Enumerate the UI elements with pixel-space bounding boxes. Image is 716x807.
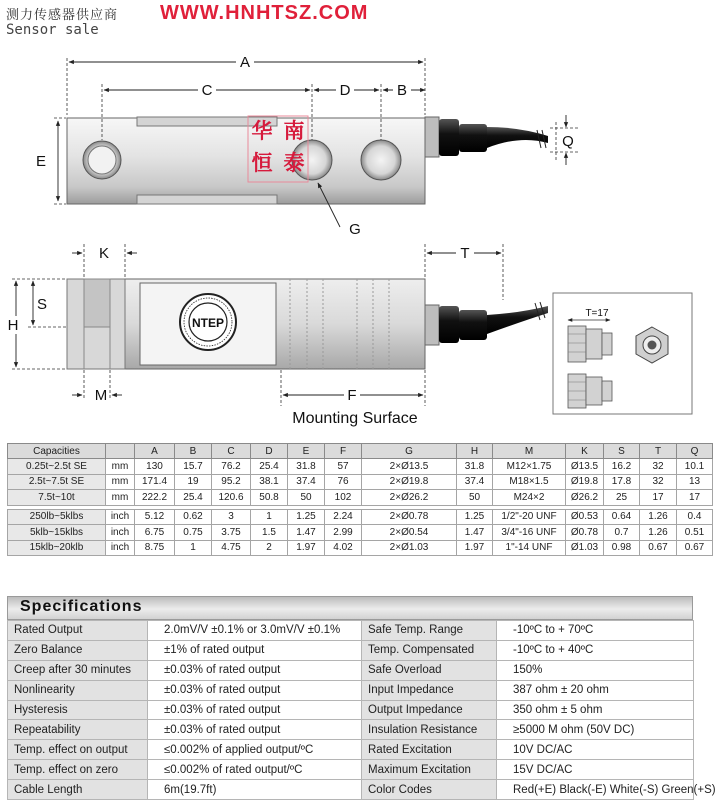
spec-row <box>8 740 694 760</box>
capacity-row <box>8 509 713 525</box>
website-url[interactable]: WWW.HNHTSZ.COM <box>160 2 369 24</box>
spec-label: Temp. Compensated <box>362 640 497 660</box>
dim-label-c: C <box>201 82 213 99</box>
capacity-value-cell: 0.62 <box>175 509 212 525</box>
capacity-value-cell: Ø26.2 <box>566 490 604 506</box>
capacity-value-cell: inch <box>106 540 135 556</box>
capacity-value-cell: 17.8 <box>604 474 640 490</box>
spec-row <box>8 621 694 641</box>
spec-label: Cable Length <box>8 780 148 800</box>
capacity-value-cell: 31.8 <box>288 459 325 475</box>
specifications-title: Specifications <box>20 598 143 615</box>
capacity-range-cell: 15klb~20klb <box>8 540 106 556</box>
capacity-value-cell: 76 <box>325 474 362 490</box>
spec-label: Zero Balance <box>8 640 148 660</box>
subtitle: Sensor sale <box>6 22 99 38</box>
capacity-range-cell: 7.5t~10t <box>8 490 106 506</box>
capacity-value-cell: 1/2"-20 UNF <box>493 509 566 525</box>
capacity-value-cell: 0.67 <box>640 540 677 556</box>
specifications-header <box>7 596 693 620</box>
capacity-value-cell: 31.8 <box>457 459 493 475</box>
capacity-value-cell: inch <box>106 509 135 525</box>
spec-row <box>8 780 694 800</box>
capacity-value-cell: 10.1 <box>677 459 713 475</box>
spec-label: Safe Overload <box>362 660 497 680</box>
dim-label-t: T <box>460 245 470 262</box>
spec-label: Input Impedance <box>362 680 497 700</box>
capacity-value-cell: 1.25 <box>457 509 493 525</box>
spec-label: Insulation Resistance <box>362 720 497 740</box>
capacity-value-cell: 1 <box>251 509 288 525</box>
capacity-value-cell: M12×1.75 <box>493 459 566 475</box>
capacity-range-cell: 0.25t~2.5t SE <box>8 459 106 475</box>
dim-label-g: G <box>349 221 361 238</box>
capacity-value-cell: 19 <box>175 474 212 490</box>
cable-gland-inset <box>553 293 692 414</box>
spec-value: ±1% of rated output <box>148 640 362 660</box>
spec-row <box>8 640 694 660</box>
capacity-value-cell: Ø0.78 <box>566 525 604 541</box>
capacity-value-cell: mm <box>106 459 135 475</box>
dim-label-q: Q <box>562 133 574 150</box>
capacity-value-cell: 3/4"-16 UNF <box>493 525 566 541</box>
capacity-value-cell: 4.02 <box>325 540 362 556</box>
capacity-value-cell: 16.2 <box>604 459 640 475</box>
capacity-value-cell: 57 <box>325 459 362 475</box>
spec-value: 15V DC/AC <box>497 760 694 780</box>
capacity-value-cell: 2×Ø19.8 <box>362 474 457 490</box>
capacity-value-cell: 1.97 <box>288 540 325 556</box>
capacity-value-cell: 1.25 <box>288 509 325 525</box>
load-cell-drawing <box>0 40 699 435</box>
capacity-value-cell: 5.12 <box>135 509 175 525</box>
capacity-range-cell: 250lb~5klbs <box>8 509 106 525</box>
capacity-value-cell: 1.47 <box>457 525 493 541</box>
inset-t-label: T=17 <box>585 308 609 319</box>
capacity-value-cell: 1"-14 UNF <box>493 540 566 556</box>
spec-value: 350 ohm ± 5 ohm <box>497 700 694 720</box>
specifications-table <box>7 620 716 800</box>
capacity-value-cell: 0.7 <box>604 525 640 541</box>
spec-value: ≥5000 M ohm (50V DC) <box>497 720 694 740</box>
capacity-row <box>8 490 713 506</box>
capacity-value-cell: 0.4 <box>677 509 713 525</box>
capacity-value-cell: 2×Ø0.54 <box>362 525 457 541</box>
capacity-value-cell: 1.26 <box>640 525 677 541</box>
spec-label: Temp. effect on output <box>8 740 148 760</box>
spec-value: ±0.03% of rated output <box>148 680 362 700</box>
spec-label: Rated Output <box>8 621 148 641</box>
capacity-row <box>8 525 713 541</box>
spec-value: ±0.03% of rated output <box>148 720 362 740</box>
capacity-range-cell: 2.5t~7.5t SE <box>8 474 106 490</box>
capacity-value-cell: 13 <box>677 474 713 490</box>
dim-label-d: D <box>339 82 351 99</box>
capacity-value-cell: 25.4 <box>251 459 288 475</box>
capacity-value-cell: 50.8 <box>251 490 288 506</box>
capacity-value-cell: 76.2 <box>212 459 251 475</box>
capacity-value-cell: 32 <box>640 474 677 490</box>
dim-label-s: S <box>36 296 48 313</box>
watermark-char-3: 恒 <box>251 150 273 175</box>
dim-label-m: M <box>94 387 108 404</box>
capacity-value-cell: 17 <box>677 490 713 506</box>
capacity-value-cell: 0.64 <box>604 509 640 525</box>
capacity-value-cell: 2×Ø0.78 <box>362 509 457 525</box>
spec-row <box>8 720 694 740</box>
capacity-value-cell: 4.75 <box>212 540 251 556</box>
capacity-value-cell: 1.26 <box>640 509 677 525</box>
capacity-value-cell: 95.2 <box>212 474 251 490</box>
capacity-value-cell: 25 <box>604 490 640 506</box>
ntep-logo: NTEP <box>191 316 225 330</box>
capacity-row <box>8 459 713 475</box>
dim-label-a: A <box>239 54 251 71</box>
spec-value: ±0.03% of rated output <box>148 660 362 680</box>
capacity-value-cell: Ø19.8 <box>566 474 604 490</box>
capacity-value-cell: 17 <box>640 490 677 506</box>
capacity-value-cell: M18×1.5 <box>493 474 566 490</box>
spec-label: Color Codes <box>362 780 497 800</box>
capacity-row <box>8 540 713 556</box>
capacity-value-cell: 0.75 <box>175 525 212 541</box>
spec-label: Nonlinearity <box>8 680 148 700</box>
spec-label: Rated Excitation <box>362 740 497 760</box>
capacity-value-cell: 1.5 <box>251 525 288 541</box>
capacity-value-cell: 0.98 <box>604 540 640 556</box>
capacity-value-cell: 130 <box>135 459 175 475</box>
capacity-value-cell: 2.99 <box>325 525 362 541</box>
spec-value: 6m(19.7ft) <box>148 780 362 800</box>
spec-label: Repeatability <box>8 720 148 740</box>
spec-value: 150% <box>497 660 694 680</box>
spec-label: Safe Temp. Range <box>362 621 497 641</box>
capacity-value-cell: 50 <box>457 490 493 506</box>
capacity-value-cell: 3 <box>212 509 251 525</box>
watermark-char-2: 南 <box>283 118 305 143</box>
side-view <box>5 244 548 427</box>
capacity-value-cell: 2 <box>251 540 288 556</box>
capacity-value-cell: 3.75 <box>212 525 251 541</box>
company-name-cn: 测力传感器供应商 <box>6 8 119 23</box>
spec-value: ≤0.002% of applied output/ºC <box>148 740 362 760</box>
capacity-range-cell: 5klb~15klbs <box>8 525 106 541</box>
spec-value: Red(+E) Black(-E) White(-S) Green(+S) <box>497 780 694 800</box>
watermark-char-4: 泰 <box>283 150 305 175</box>
capacity-value-cell: 8.75 <box>135 540 175 556</box>
capacity-row <box>8 474 713 490</box>
spec-value: 2.0mV/V ±0.1% or 3.0mV/V ±0.1% <box>148 621 362 641</box>
spec-value: ≤0.002% of rated output/ºC <box>148 760 362 780</box>
capacity-value-cell: Ø13.5 <box>566 459 604 475</box>
spec-row <box>8 760 694 780</box>
capacity-value-cell: 2.24 <box>325 509 362 525</box>
capacity-value-cell: 120.6 <box>212 490 251 506</box>
capacity-value-cell: 222.2 <box>135 490 175 506</box>
capacity-value-cell: mm <box>106 474 135 490</box>
capacity-value-cell: 25.4 <box>175 490 212 506</box>
capacity-value-cell: inch <box>106 525 135 541</box>
spec-value: ±0.03% of rated output <box>148 700 362 720</box>
capacity-value-cell: 15.7 <box>175 459 212 475</box>
spec-row <box>8 700 694 720</box>
spec-value: -10ºC to + 40ºC <box>497 640 694 660</box>
spec-value: 10V DC/AC <box>497 740 694 760</box>
capacity-value-cell: 1.97 <box>457 540 493 556</box>
capacities-header-row: Capacities A B C D E F G H M K S T Q <box>8 444 713 459</box>
capacity-value-cell: 1.47 <box>288 525 325 541</box>
spec-value: 387 ohm ± 20 ohm <box>497 680 694 700</box>
spec-label: Maximum Excitation <box>362 760 497 780</box>
capacity-value-cell: M24×2 <box>493 490 566 506</box>
capacities-table <box>7 443 713 556</box>
capacity-value-cell: 32 <box>640 459 677 475</box>
spec-row <box>8 680 694 700</box>
top-view <box>32 54 578 238</box>
dim-label-h: H <box>7 317 19 334</box>
capacity-value-cell: 2×Ø13.5 <box>362 459 457 475</box>
capacity-value-cell: 38.1 <box>251 474 288 490</box>
spec-value: -10ºC to + 70ºC <box>497 621 694 641</box>
capacity-value-cell: 2×Ø26.2 <box>362 490 457 506</box>
spec-label: Hysteresis <box>8 700 148 720</box>
dim-label-k: K <box>98 245 110 262</box>
spec-label: Temp. effect on zero <box>8 760 148 780</box>
capacity-value-cell: 0.67 <box>677 540 713 556</box>
mounting-surface-label: Mounting Surface <box>292 410 418 427</box>
capacity-value-cell: Ø0.53 <box>566 509 604 525</box>
capacity-value-cell: 102 <box>325 490 362 506</box>
spec-label: Creep after 30 minutes <box>8 660 148 680</box>
capacity-value-cell: 171.4 <box>135 474 175 490</box>
dim-label-f: F <box>347 387 357 404</box>
capacity-value-cell: mm <box>106 490 135 506</box>
capacity-value-cell: 0.51 <box>677 525 713 541</box>
capacity-value-cell: Ø1.03 <box>566 540 604 556</box>
spec-row <box>8 660 694 680</box>
capacity-value-cell: 37.4 <box>457 474 493 490</box>
capacity-value-cell: 1 <box>175 540 212 556</box>
dim-label-b: B <box>396 82 408 99</box>
spec-label: Output Impedance <box>362 700 497 720</box>
capacity-value-cell: 2×Ø1.03 <box>362 540 457 556</box>
capacity-value-cell: 37.4 <box>288 474 325 490</box>
capacity-value-cell: 50 <box>288 490 325 506</box>
watermark-char-1: 华 <box>251 118 273 143</box>
dim-label-e: E <box>35 153 47 170</box>
capacity-value-cell: 6.75 <box>135 525 175 541</box>
